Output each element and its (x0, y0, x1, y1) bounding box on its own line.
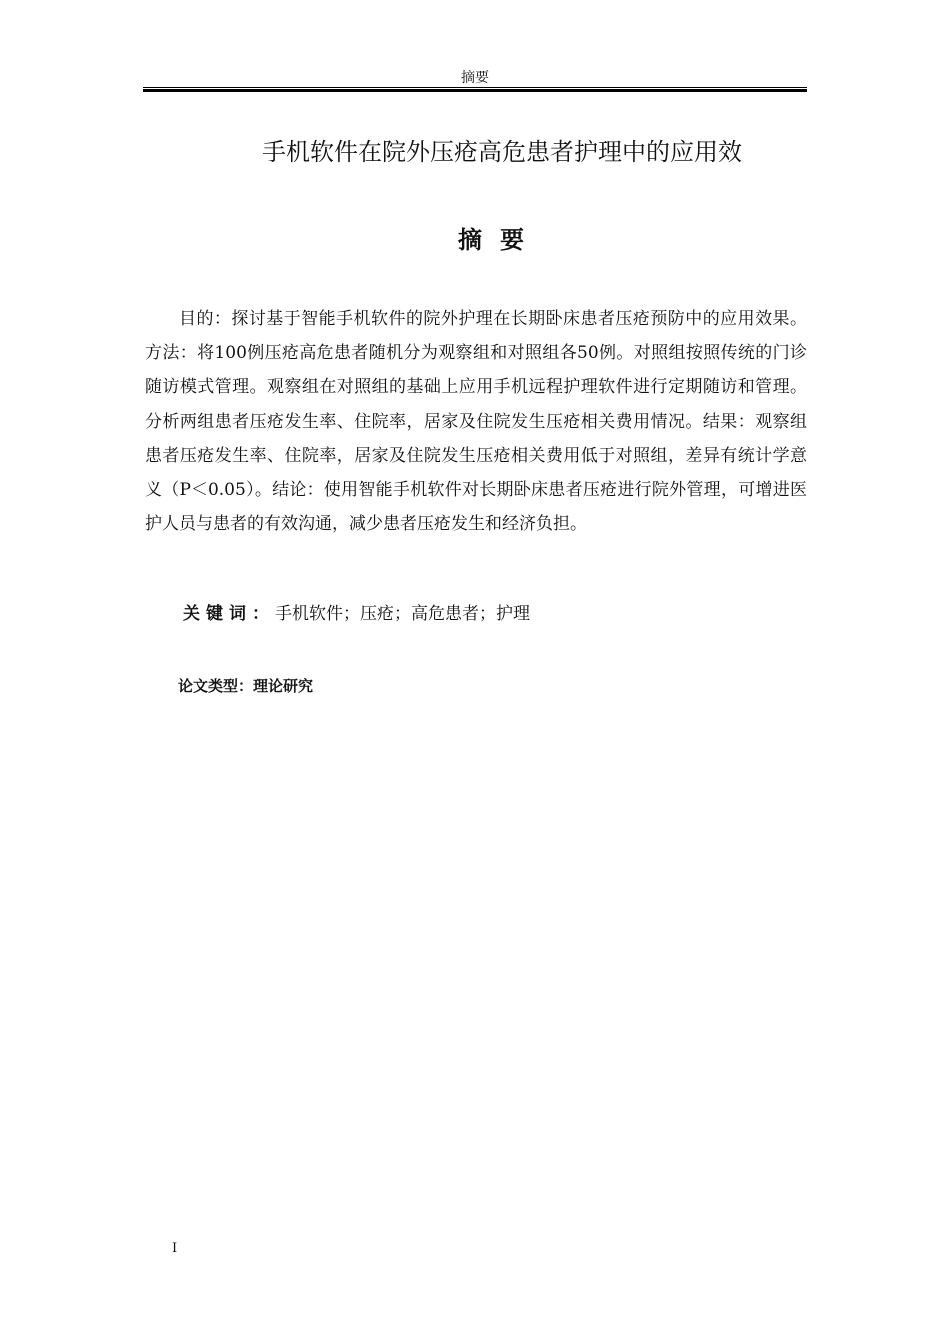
paper-title: 手机软件在院外压疮高危患者护理中的应用效 (262, 138, 742, 166)
abstract-heading: 摘要 (458, 226, 542, 254)
page-number: I (172, 1241, 178, 1256)
paper-type: 论文类型：理论研究 (178, 677, 314, 695)
keywords-values: 手机软件；压疮；高危患者；护理 (275, 604, 530, 624)
header-divider-thick (143, 89, 807, 92)
keywords-label: 关键词： (183, 604, 275, 624)
abstract-body: 目的：探讨基于智能手机软件的院外护理在长期卧床患者压疮预防中的应用效果。方法：将100例压疮高危患者随机分为观察组和对照组各50例。对照组按照传统的门诊随访模式管理。观察组在对照组的基础上应用手机远程护理软件进行定期随访和管理。分析两组患者压疮发生率、住院率，居家及住院发生压疮相关费用情况。结果：观察组患者压疮发生率、住院率，居家及住院发生压疮相关费用低于对照组，差异有统计学意义（P＜0.05）。结论：使用智能手机软件对长期卧床患者压疮进行院外管理，可增进医护人员与患者的有效沟通，减少患者压疮发生和经济负担。 (145, 309, 807, 535)
keywords-line (183, 599, 530, 629)
running-header: 摘要 (461, 70, 489, 86)
header-divider (143, 87, 807, 88)
